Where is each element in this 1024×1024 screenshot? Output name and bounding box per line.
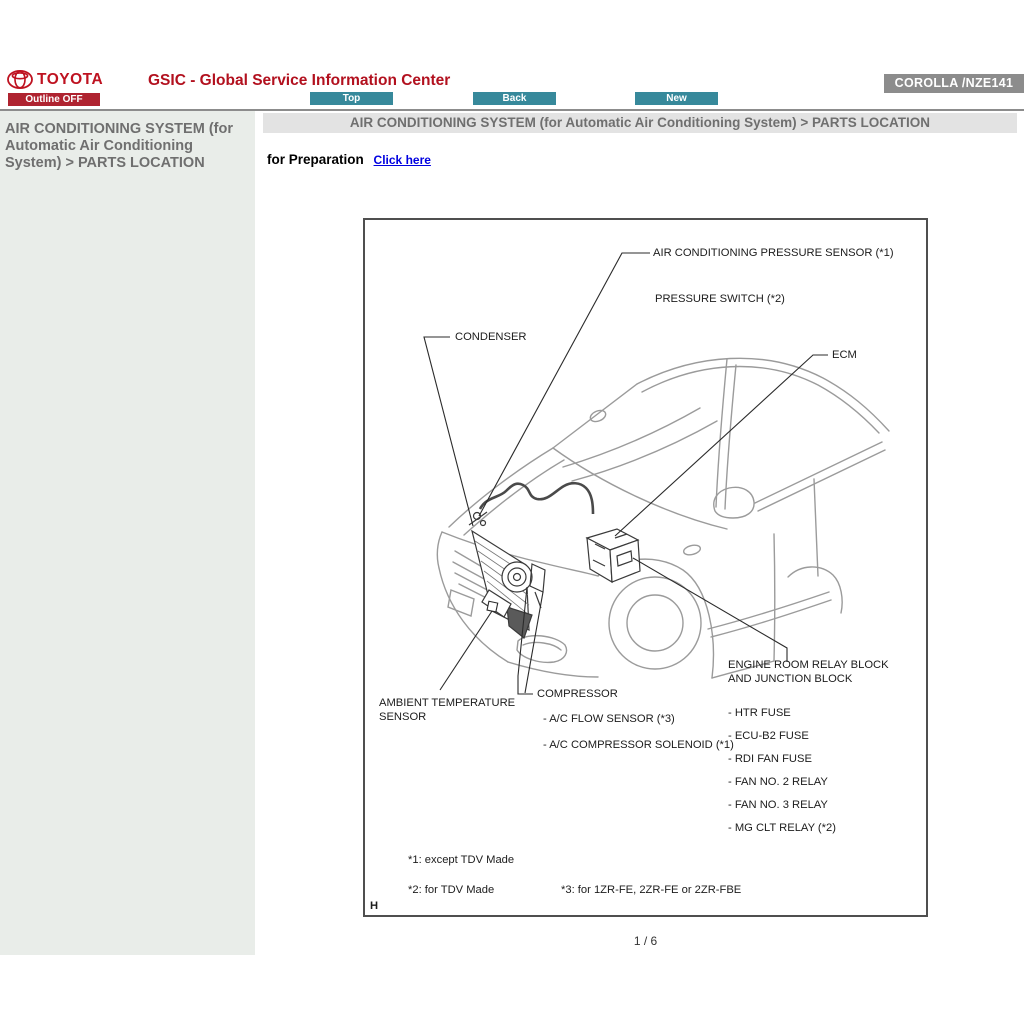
footnote-2: *2: for TDV Made <box>408 884 495 896</box>
page-title: GSIC - Global Service Information Center <box>148 72 451 89</box>
label-relay-item: - HTR FUSE <box>728 707 791 719</box>
leader-pressure-sensor <box>479 253 650 516</box>
sidebar <box>0 111 255 955</box>
preparation-label: for Preparation <box>267 152 364 167</box>
label-compressor: COMPRESSOR <box>537 688 618 700</box>
label-pressure-sensor: AIR CONDITIONING PRESSURE SENSOR (*1) <box>653 247 894 259</box>
label-ecm: ECM <box>832 349 857 361</box>
brand-name: TOYOTA <box>37 70 104 88</box>
label-ambient-sensor: AMBIENT TEMPERATURE SENSOR <box>379 697 516 723</box>
label-relay-item: - MG CLT RELAY (*2) <box>728 822 836 834</box>
preparation-click-here-link[interactable]: Click here <box>373 153 431 167</box>
label-relay-item: - FAN NO. 2 RELAY <box>728 776 828 788</box>
parts-location-diagram <box>363 218 928 917</box>
corner-mark: H <box>370 900 379 912</box>
preparation-row <box>267 152 431 167</box>
sidebar-section-title: AIR CONDITIONING SYSTEM (for Automatic Air Conditioning System) > PARTS LOCATION <box>5 121 233 172</box>
label-relay-item: - FAN NO. 3 RELAY <box>728 799 828 811</box>
car-outline <box>437 358 889 678</box>
label-relay-item: - ECU-B2 FUSE <box>728 730 809 742</box>
label-compressor-solenoid: - A/C COMPRESSOR SOLENOID (*1) <box>543 739 734 751</box>
ac-components <box>469 483 640 638</box>
breadcrumb: AIR CONDITIONING SYSTEM (for Automatic Air Conditioning System) > PARTS LOCATION <box>263 113 1017 133</box>
page-indicator: 1 / 6 <box>633 934 658 948</box>
leader-condenser <box>424 337 473 526</box>
new-button[interactable]: New <box>635 92 718 105</box>
relay-block-shape <box>587 529 640 582</box>
compressor-bracket <box>530 564 545 608</box>
model-badge: COROLLA /NZE141 <box>884 74 1024 93</box>
leader-lines <box>424 253 828 694</box>
toyota-logo-icon <box>7 70 33 89</box>
label-pressure-switch: PRESSURE SWITCH (*2) <box>655 293 785 305</box>
toyota-brand <box>7 70 103 89</box>
footnote-1: *1: except TDV Made <box>408 854 515 866</box>
label-relay-block: ENGINE ROOM RELAY BLOCK AND JUNCTION BLOCK <box>728 659 889 685</box>
label-condenser: CONDENSER <box>455 331 527 343</box>
footnote-3: *3: for 1ZR-FE, 2ZR-FE or 2ZR-FBE <box>561 884 742 896</box>
leader-relay-block <box>633 558 787 662</box>
outline-off-button[interactable]: Outline OFF <box>8 93 100 106</box>
label-flow-sensor: - A/C FLOW SENSOR (*3) <box>543 713 675 725</box>
ambient-sensor-shape <box>487 601 498 612</box>
car-diagram-art <box>365 220 930 919</box>
leader-ecm <box>615 355 828 536</box>
leader-ambient-sensor <box>440 608 494 690</box>
ac-pipe-shape <box>480 483 593 514</box>
top-button[interactable]: Top <box>310 92 393 105</box>
back-button[interactable]: Back <box>473 92 556 105</box>
label-relay-item: - RDI FAN FUSE <box>728 753 812 765</box>
